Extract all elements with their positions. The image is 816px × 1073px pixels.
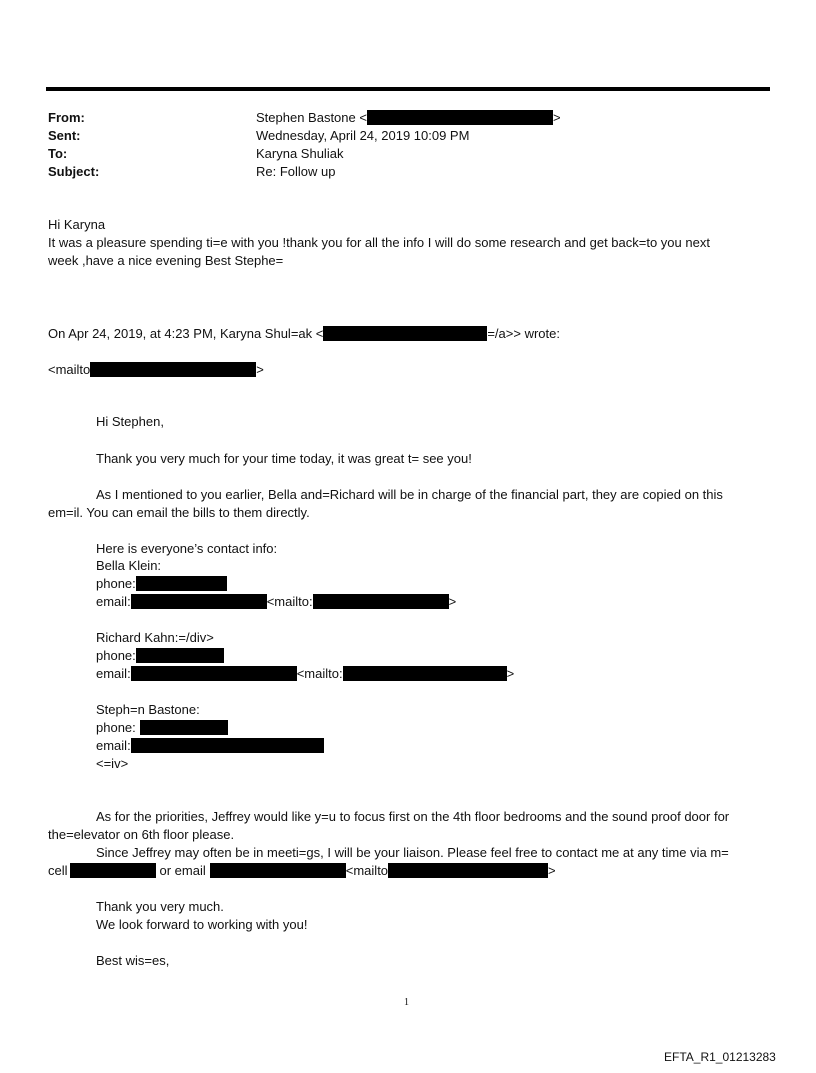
contact-email — [96, 737, 324, 755]
redaction-box — [210, 863, 346, 878]
mailto-text: <mailto: — [296, 666, 343, 681]
mailto-text: <mailto — [345, 863, 389, 878]
redaction-box — [140, 720, 228, 735]
phone-label: phone: — [96, 648, 136, 663]
sign-off-line: We look forward to working with you! — [96, 917, 308, 932]
contact-email — [96, 593, 456, 611]
contact-name: Richard Kahn:=/div> — [96, 630, 214, 645]
redaction-box — [131, 666, 297, 681]
redaction-box — [70, 863, 156, 878]
document-id: EFTA_R1_01213283 — [664, 1050, 776, 1064]
quote-mailto — [48, 361, 264, 379]
from-close: > — [552, 110, 561, 125]
redaction-box — [313, 594, 449, 609]
redaction-box — [367, 110, 553, 125]
redaction-box — [388, 863, 548, 878]
mailto-close: > — [548, 863, 556, 878]
header-divider — [46, 87, 770, 91]
cell-label: cell — [48, 863, 68, 878]
redaction-box — [136, 648, 224, 663]
to-label: To: — [48, 146, 68, 161]
email-label: email: — [96, 594, 131, 609]
or-email-text: or email — [159, 863, 206, 878]
contact-phone — [96, 719, 228, 737]
quote-paragraph: the=elevator on 6th floor please. — [48, 827, 235, 842]
mailto-close: > — [448, 594, 457, 609]
mailto-close: > — [506, 666, 515, 681]
quote-greeting: Hi Stephen, — [96, 414, 164, 429]
to-value: Karyna Shuliak — [256, 146, 344, 161]
contact-email — [96, 665, 514, 683]
redaction-box — [131, 594, 267, 609]
closing-tag: <=iv> — [96, 756, 129, 771]
redaction-box — [131, 738, 324, 753]
redaction-box — [343, 666, 507, 681]
phone-label: phone: — [96, 576, 136, 591]
sent-label: Sent: — [48, 128, 81, 143]
mailto-text: <mailto: — [266, 594, 313, 609]
quote-attribution-suffix: =/a>> wrote: — [487, 326, 560, 341]
subject-value: Re: Follow up — [256, 164, 336, 179]
subject-label: Subject: — [48, 164, 100, 179]
from-text: Stephen Bastone < — [256, 110, 367, 125]
contact-name: Steph=n Bastone: — [96, 702, 200, 717]
contact-name: Bella Klein: — [96, 558, 162, 573]
reply-line: week ,have a nice evening Best Stephe= — [48, 253, 284, 268]
mailto-text: <mailto — [48, 362, 91, 377]
contact-phone — [96, 647, 224, 665]
quote-paragraph: As I mentioned to you earlier, Bella and=Richard will be in charge of the financial part, they are copied on this — [96, 487, 723, 502]
cell-line — [48, 862, 556, 880]
from-value — [256, 109, 561, 127]
email-label: email: — [96, 666, 131, 681]
sign-off-line: Thank you very much. — [96, 899, 224, 914]
reply-line: It was a pleasure spending ti=e with you !thank you for all the info I will do some research and get back=to you next — [48, 235, 710, 250]
reply-greeting: Hi Karyna — [48, 217, 106, 232]
sign-off-line: Best wis=es, — [96, 953, 170, 968]
quote-attribution-text: On Apr 24, 2019, at 4:23 PM, Karyna Shul=ak < — [48, 326, 324, 341]
quote-paragraph: Since Jeffrey may often be in meeti=gs, I will be your liaison. Please feel free to contact me at any time via m= — [96, 845, 729, 860]
quote-paragraph: As for the priorities, Jeffrey would like y=u to focus first on the 4th floor bedrooms and the sound proof door for — [96, 809, 730, 824]
redaction-box — [90, 362, 256, 377]
mailto-close: > — [256, 362, 264, 377]
redaction-box — [136, 576, 227, 591]
from-label: From: — [48, 110, 85, 125]
quote-attribution — [48, 325, 560, 343]
email-label: email: — [96, 738, 131, 753]
redaction-box — [323, 326, 487, 341]
contact-phone — [96, 575, 227, 593]
quote-paragraph: Thank you very much for your time today, it was great t= see you! — [96, 451, 472, 466]
phone-label: phone: — [96, 720, 136, 735]
page-number: 1 — [404, 997, 409, 1008]
contact-intro: Here is everyone’s contact info: — [96, 541, 278, 556]
quote-paragraph: em=il. You can email the bills to them directly. — [48, 505, 310, 520]
sent-value: Wednesday, April 24, 2019 10:09 PM — [256, 128, 470, 143]
